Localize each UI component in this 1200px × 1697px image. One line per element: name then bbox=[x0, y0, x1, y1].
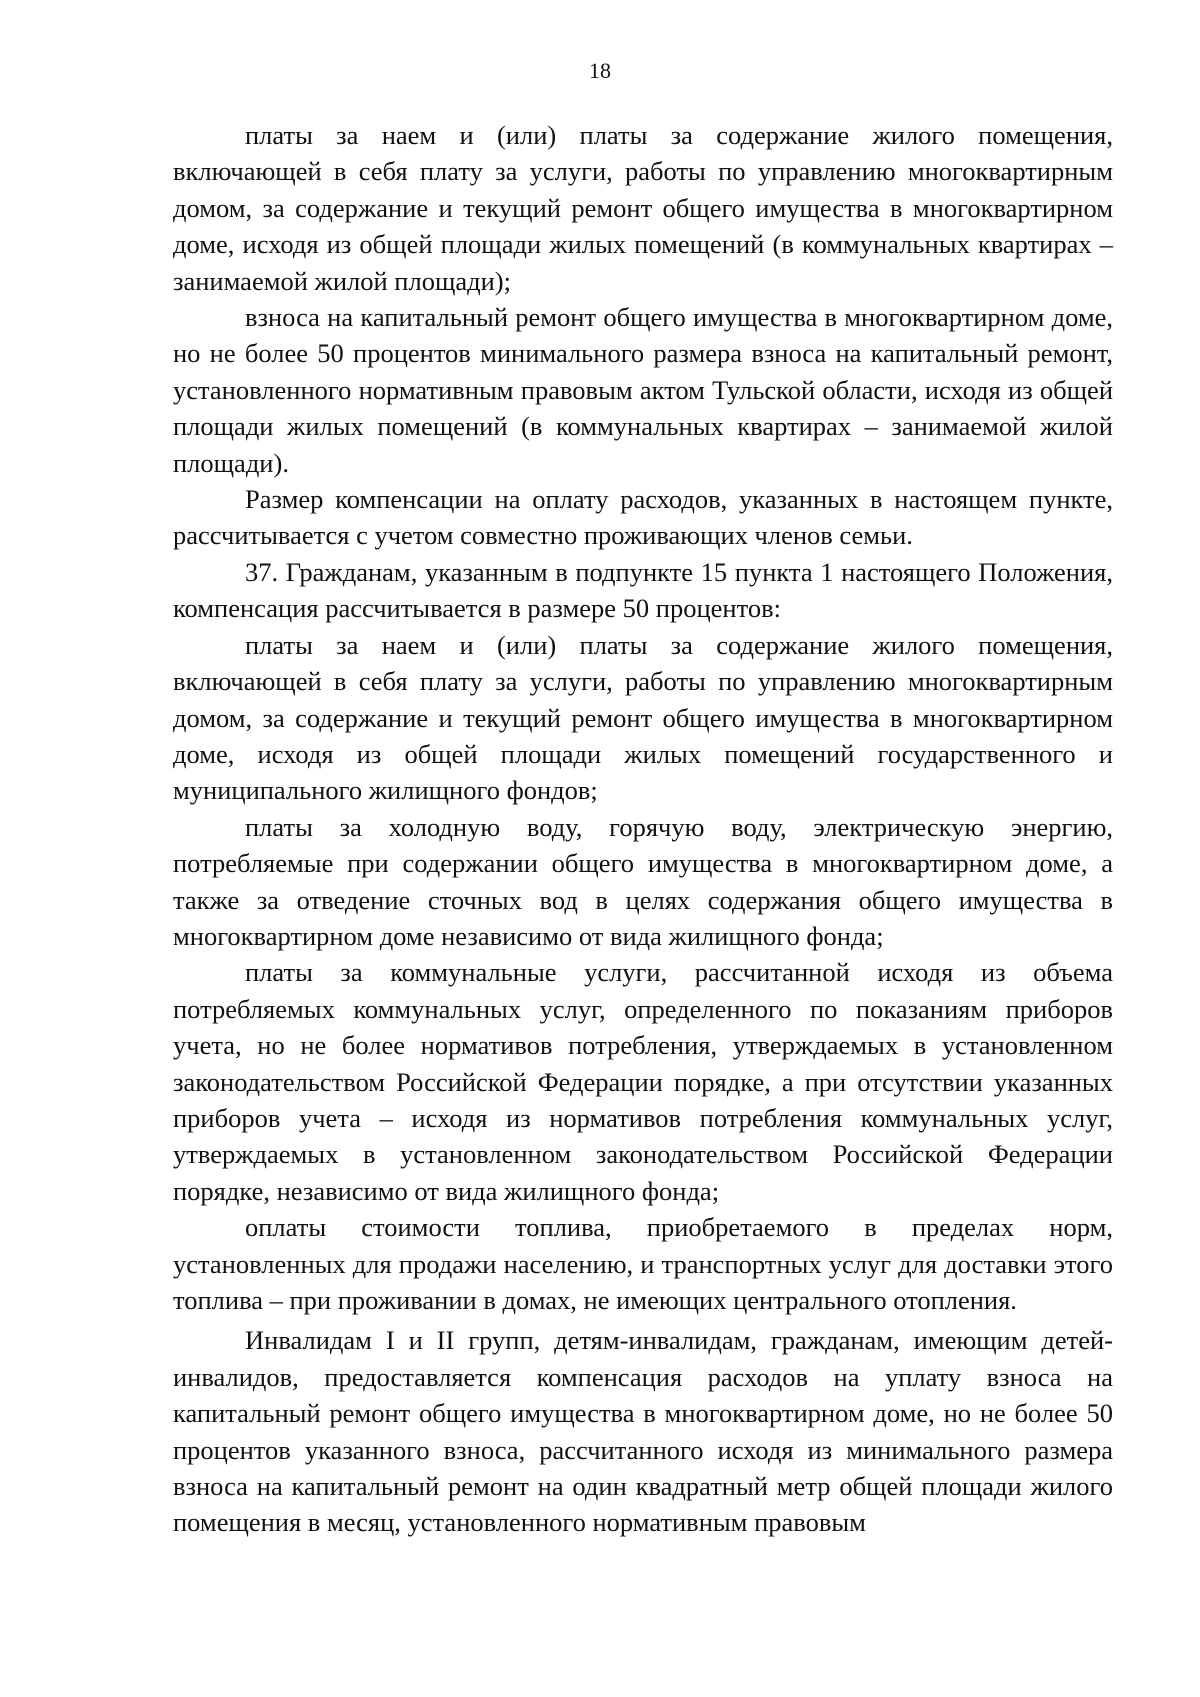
paragraph: оплаты стоимости топлива, приобретаемого в пределах норм, установленных для продажи населению, и транспортных услуг для доставки этого топлива – при проживании в домах, не имеющих центрального отопления. bbox=[173, 1212, 1113, 1315]
page-number: 18 bbox=[589, 58, 611, 83]
paragraph: 37. Гражданам, указанным в подпункте 15 пункта 1 настоящего Положения, компенсация рассчитывается в размере 50 процентов: bbox=[173, 556, 1113, 624]
paragraph: платы за холодную воду, горячую воду, электрическую энергию, потребляемые при содержании общего имущества в многоквартирном доме, а также за отведение сточных вод в целях содержания общего имущества в многоквартирном доме независимо от вида жилищного фонда; bbox=[173, 811, 1113, 951]
paragraph: Размер компенсации на оплату расходов, указанных в настоящем пункте, рассчитывается с учетом совместно проживающих членов семьи. bbox=[173, 484, 1113, 551]
document-body bbox=[173, 117, 1113, 1541]
paragraph: платы за коммунальные услуги, рассчитанной исходя из объема потребляемых коммунальных услуг, определенного по показаниям приборов учета, но не более нормативов потребления, утверждаемых в установленном законодательством Российской Федерации порядке, а при отсутствии указанных приборов учета – исходя из нормативов потребления коммунальных услуг, утверждаемых в установленном законодательством Российской Федерации порядке, независимо от вида жилищного фонда; bbox=[173, 957, 1113, 1206]
paragraph: платы за наем и (или) платы за содержание жилого помещения, включающей в себя плату за услуги, работы по управлению многоквартирным домом, за содержание и текущий ремонт общего имущества в многоквартирном доме, исходя из общей площади жилых помещений (в коммунальных квартирах – занимаемой жилой площади); bbox=[173, 120, 1113, 296]
paragraph: Инвалидам I и II групп, детям-инвалидам, гражданам, имеющим детей-инвалидов, предоставляется компенсация расходов на уплату взноса на капитальный ремонт общего имущества в многоквартирном доме, но не более 50 процентов указанного взноса, рассчитанного исходя из минимального размера взноса на капитальный ремонт на один квадратный метр общей площади жилого помещения в месяц, установленного нормативным правовым bbox=[173, 1325, 1113, 1538]
paragraph: взноса на капитальный ремонт общего имущества в многоквартирном доме, но не более 50 процентов минимального размера взноса на капитальный ремонт, установленного нормативным правовым актом Тульской области, исходя из общей площади жилых помещений (в коммунальных квартирах – занимаемой жилой площади). bbox=[173, 302, 1113, 478]
paragraph: платы за наем и (или) платы за содержание жилого помещения, включающей в себя плату за услуги, работы по управлению многоквартирным домом, за содержание и текущий ремонт общего имущества в многоквартирном доме, исходя из общей площади жилых помещений государственного и муниципального жилищного фондов; bbox=[173, 629, 1113, 806]
